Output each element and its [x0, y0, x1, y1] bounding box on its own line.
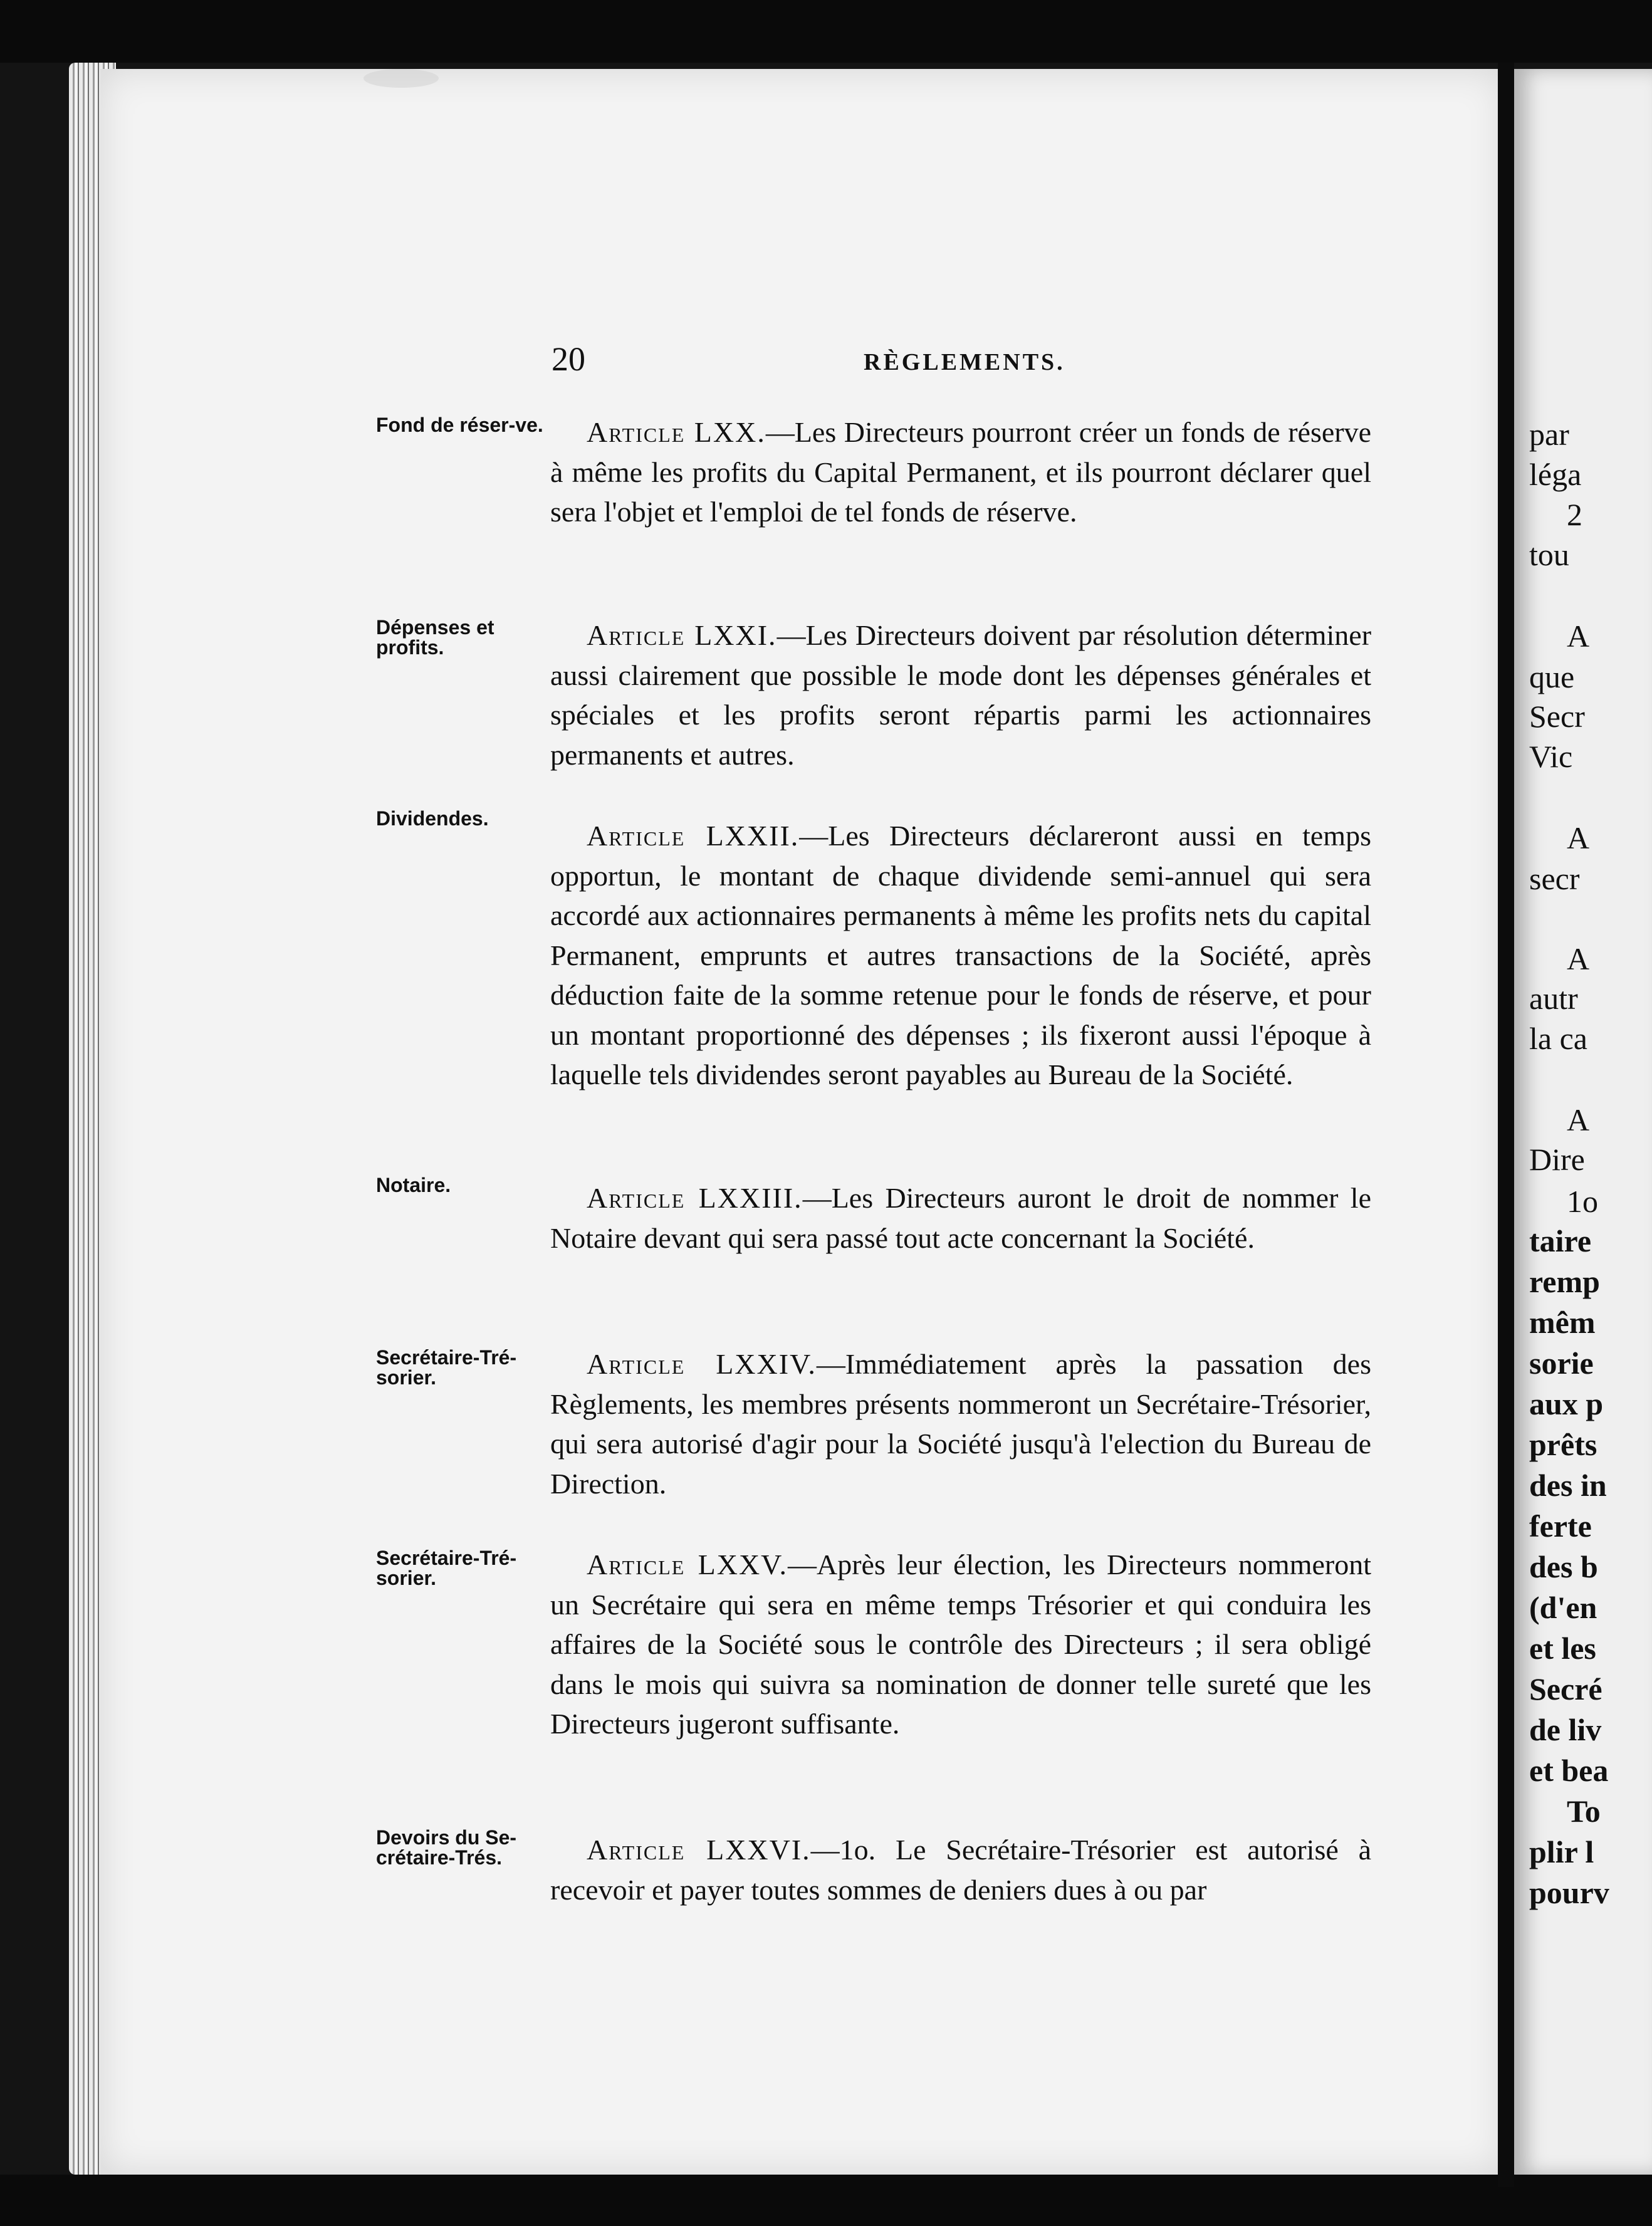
article-paragraph [550, 615, 1371, 775]
facing-page-text: taire [1529, 1223, 1592, 1258]
article-paragraph [550, 1830, 1371, 1910]
facing-page-text: A [1567, 820, 1590, 855]
facing-page-text: tou [1529, 537, 1569, 572]
facing-page-text: To [1567, 1794, 1601, 1829]
facing-page-text: la ca [1529, 1021, 1587, 1056]
article-heading: Article LXXIV. [587, 1348, 817, 1380]
article-paragraph [550, 1178, 1371, 1258]
facing-page-text: des b [1529, 1549, 1598, 1584]
margin-note: Secrétaire-Tré-sorier. [376, 1547, 517, 1589]
margin-note: Secrétaire-Tré-sorier. [376, 1346, 517, 1389]
article-body: —Les Directeurs doivent par résolution déterminer aussi clairement que possible le mode dont les dépenses générales et spéciales et les profits seront répartis parmi les actionnaires permanents et autres. [550, 619, 1372, 771]
article-heading: Article LXX. [587, 416, 766, 448]
facing-page-text: 1o [1567, 1184, 1598, 1219]
article-paragraph [550, 1545, 1371, 1744]
article-heading: Article LXXI. [587, 619, 777, 651]
margin-note: Dividendes. [376, 807, 489, 830]
article-body: —Immédiatement après la passation des Règlements, les membres présents nommeront un Secrétaire-Trésorier, qui sera autorisé d'agir pour la Société jusqu'à l'election du Bureau de Direction. [550, 1348, 1371, 1500]
book-gutter [1498, 63, 1514, 2187]
facing-page-text: et les [1529, 1631, 1596, 1666]
article-heading: Article LXXVI. [587, 1834, 811, 1866]
facing-page-text: par [1529, 417, 1569, 452]
film-border-top [0, 0, 1652, 63]
facing-page-text: léga [1529, 457, 1582, 492]
facing-page-text: A [1567, 941, 1590, 976]
facing-page-text: aux p [1529, 1386, 1604, 1421]
facing-page-text: et bea [1529, 1753, 1609, 1788]
facing-page-text: A [1567, 619, 1590, 654]
margin-note: Fond de réser-ve. [376, 414, 543, 436]
facing-page-text: des in [1529, 1468, 1607, 1503]
facing-page-text: (d'en [1529, 1590, 1597, 1625]
facing-page-text: prêts [1529, 1427, 1597, 1462]
running-head: RÈGLEMENTS. [864, 349, 1065, 375]
facing-page-text: pourv [1529, 1875, 1609, 1910]
margin-note: Dépenses et profits. [376, 616, 494, 659]
facing-page-text: ferte [1529, 1508, 1592, 1544]
facing-page-text: remp [1529, 1264, 1600, 1299]
facing-page-text: A [1567, 1102, 1590, 1137]
article-body: —1o. Le Secrétaire-Trésorier est autorisé à recevoir et payer toutes sommes de deniers dues à ou par [550, 1834, 1372, 1906]
facing-page-text: Secr [1529, 699, 1585, 734]
page-number: 20 [552, 340, 585, 378]
article-body: —Après leur élection, les Directeurs nommeront un Secrétaire qui sera en même temps Trésorier et qui conduira les affaires de la Société sous le contrôle des Directeurs ; il sera obligé dans le mois qui suivra sa nomination de donner telle sureté que les Directeurs jugeront suffisante. [550, 1549, 1371, 1740]
facing-page-text: que [1529, 659, 1575, 694]
facing-page-text: Secré [1529, 1671, 1602, 1706]
facing-page-text: mêm [1529, 1305, 1596, 1340]
article-body: —Les Directeurs pourront créer un fonds de réserve à même les profits du Capital Permanent, et ils pourront déclarer quel sera l'objet et l'emploi de tel fonds de réserve. [550, 416, 1372, 528]
facing-page-text: Dire [1529, 1142, 1585, 1177]
facing-page-text: secr [1529, 861, 1580, 896]
article-heading: Article LXXII. [587, 820, 800, 852]
article-paragraph [550, 412, 1371, 532]
article-heading: Article LXXV. [587, 1549, 788, 1581]
facing-page-text: plir l [1529, 1834, 1594, 1869]
margin-note: Devoirs du Se-crétaire-Trés. [376, 1826, 517, 1869]
facing-page-text: autr [1529, 981, 1578, 1016]
facing-page-text: sorie [1529, 1346, 1594, 1381]
paper-stain [363, 69, 439, 88]
film-border-bottom [0, 2175, 1652, 2226]
facing-page-text: de liv [1529, 1712, 1602, 1747]
article-heading: Article LXXIII. [587, 1182, 803, 1214]
article-body: —Les Directeurs déclareront aussi en temps opportun, le montant de chaque dividende semi-annuel qui sera accordé aux actionnaires permanents à même les profits nets du capital Permanent, emprunts et autres transactions de la Société, après déduction faite de la somme retenue pour le fonds de réserve, et pour un montant proportionné des dépenses ; ils fixeront aussi l'époque à laquelle tels dividendes seront payables au Bureau de la Société. [550, 820, 1371, 1090]
article-body: —Les Directeurs auront le droit de nommer le Notaire devant qui sera passé tout acte concernant la Société. [550, 1182, 1371, 1254]
article-paragraph [550, 1344, 1371, 1503]
margin-note: Notaire. [376, 1174, 451, 1196]
facing-page-text: Vic [1529, 739, 1573, 774]
article-paragraph [550, 816, 1371, 1095]
facing-page-text: 2 [1567, 497, 1582, 532]
